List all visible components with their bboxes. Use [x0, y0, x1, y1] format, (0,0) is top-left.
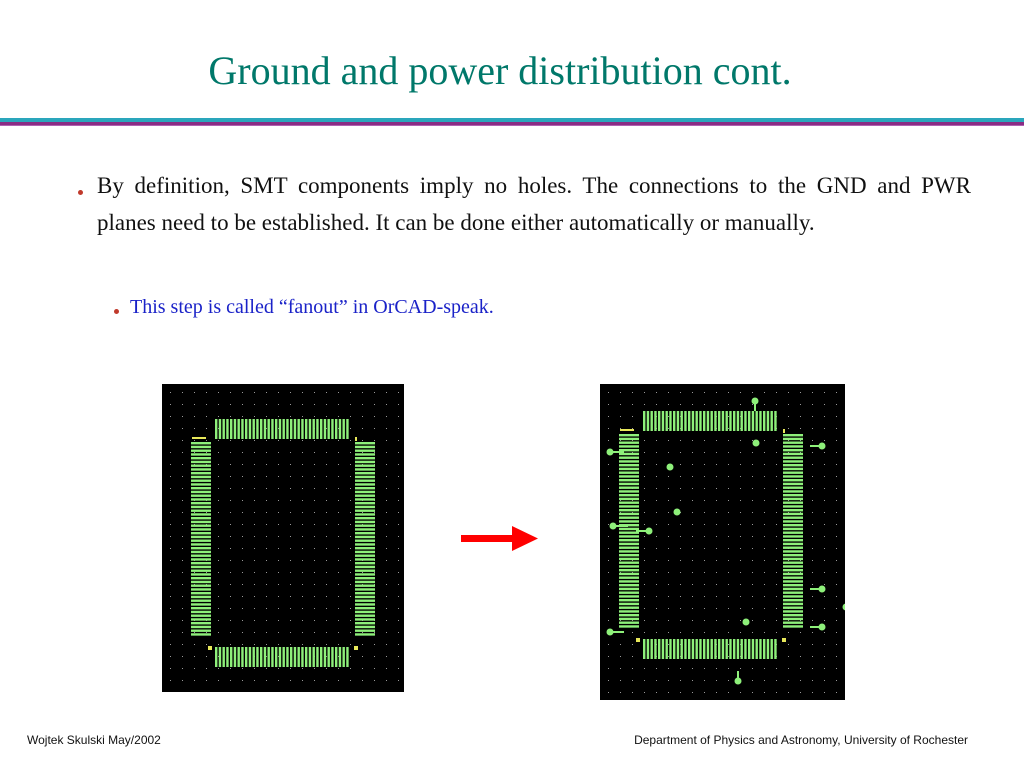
footer-department: Department of Physics and Astronomy, University of Rochester — [634, 733, 968, 747]
pad-row — [643, 639, 777, 659]
via-dot — [819, 624, 826, 631]
pcb-layout-after-fanout — [600, 384, 845, 700]
via-dot — [610, 523, 617, 530]
bullet-text: By definition, SMT components imply no holes. The connections to the GND and PWR planes need to be established. It can be done either automatically or manually. — [97, 173, 971, 235]
via-dot — [752, 398, 759, 405]
corner-mark — [620, 429, 634, 431]
pad-row — [215, 647, 349, 667]
title-divider-shadow — [0, 125, 1024, 126]
via-dot — [667, 464, 674, 471]
via-dot — [843, 604, 846, 611]
via-dot — [743, 619, 750, 626]
pcb-layout-before-fanout — [162, 384, 404, 692]
via-dot — [735, 678, 742, 685]
via-dot — [646, 528, 653, 535]
slide-title: Ground and power distribution cont. — [208, 48, 792, 93]
corner-mark — [354, 646, 358, 650]
corner-mark — [783, 429, 785, 433]
corner-mark — [782, 638, 786, 642]
bullet-marker — [78, 190, 83, 195]
via-dot — [607, 449, 614, 456]
via-dot — [753, 440, 760, 447]
right-arrow-icon — [458, 524, 540, 554]
via-dot — [674, 509, 681, 516]
pad-row — [215, 419, 349, 439]
subbullet-marker — [114, 309, 119, 314]
via-dot — [607, 629, 614, 636]
footer-author-date: Wojtek Skulski May/2002 — [27, 733, 161, 747]
subbullet-text: This step is called “fanout” in OrCAD-speak. — [130, 296, 494, 318]
pad-row — [191, 442, 211, 636]
via-dot — [819, 443, 826, 450]
pad-row — [643, 411, 777, 431]
corner-mark — [355, 437, 357, 441]
via-dot — [819, 586, 826, 593]
pad-row — [355, 442, 375, 636]
pcb-after-fanout-image — [600, 384, 845, 700]
pad-row — [783, 434, 803, 628]
corner-mark — [192, 437, 206, 439]
corner-mark — [208, 646, 212, 650]
pcb-before-fanout-image — [162, 384, 404, 692]
corner-mark — [636, 638, 640, 642]
